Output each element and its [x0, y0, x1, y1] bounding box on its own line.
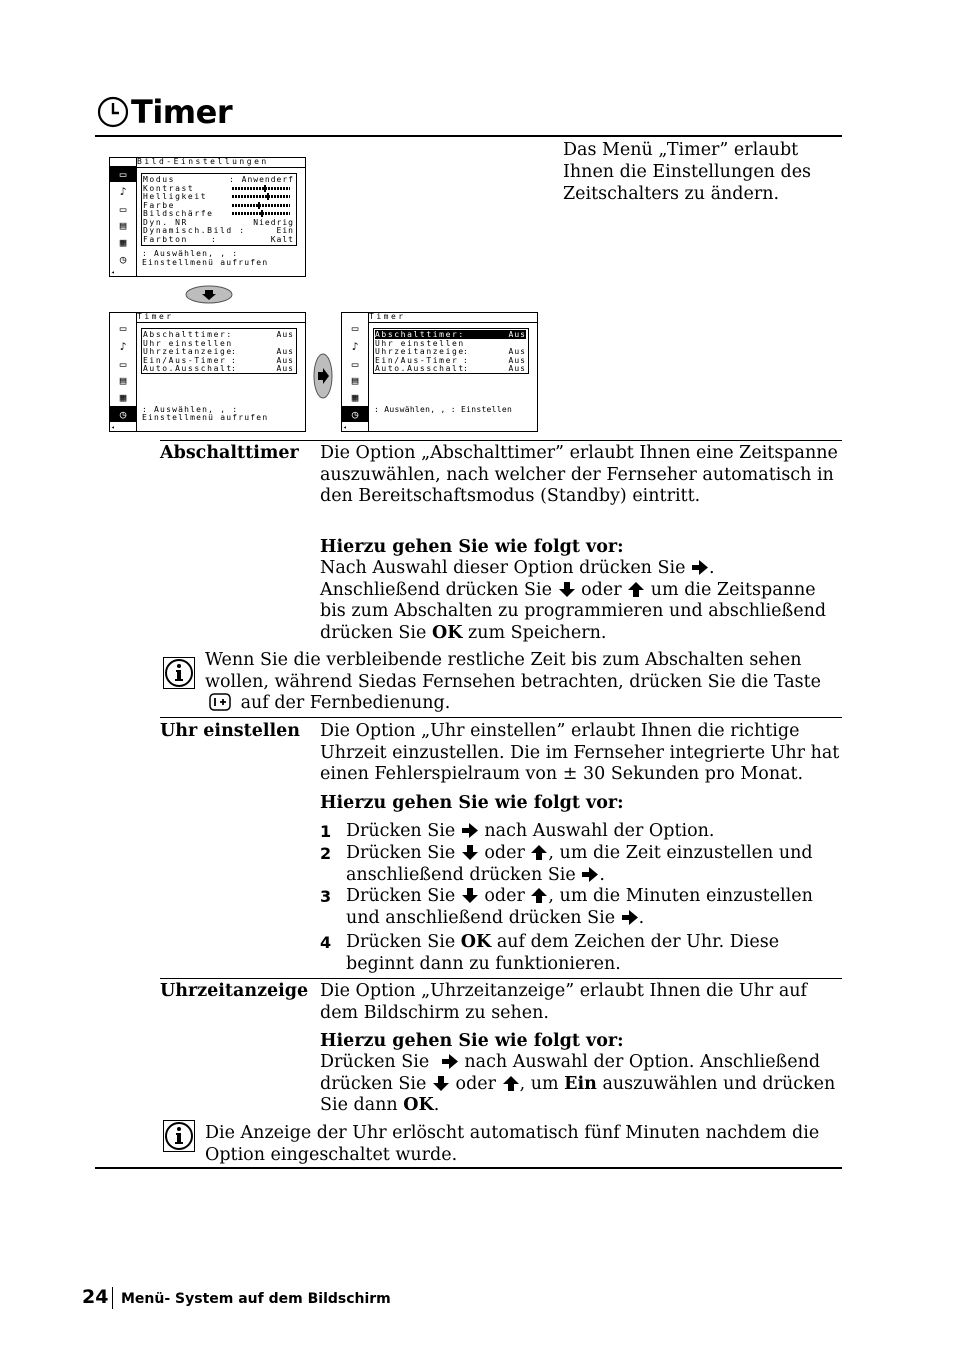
section-divider [160, 978, 842, 979]
screen-icon: ▭ [351, 357, 359, 371]
menu-footer: Einstellmenü aufrufen [142, 413, 269, 422]
menu-footer: : Auswählen, , : Einstellen [374, 405, 513, 414]
picture-icon: ▭ [119, 321, 127, 335]
instruction-abschalttimer: Nach Auswahl dieser Option drücken Sie . Anschließend drücken Sie oder um die Zeitspanne bis zum Abschalten zu programmieren und abschließend drücken Sie OK zum Speichern. [320, 558, 827, 644]
page-number: 24 [82, 1286, 109, 1308]
setup-icon: ▦ [119, 235, 127, 249]
level-bar [232, 195, 290, 198]
arrow-right-icon [441, 1053, 459, 1070]
menu-footer: : Auswählen, , : [142, 249, 239, 258]
setup-icon: ▦ [119, 390, 127, 404]
level-bar [232, 212, 290, 215]
section-desc-uhr: Die Option „Uhr einstellen” erlaubt Ihnen die richtige Uhrzeit einzustellen. Die im Fernseher integrierte Uhr hat einen Fehlerspielraum von ± 30 Sekunden pro Monat. [320, 721, 840, 785]
intro-text: Das Menü „Timer” erlaubt Ihnen die Einstellungen des Zeitschalters zu ändern. [563, 140, 812, 204]
menu-title: Bild-Einstellungen [137, 157, 269, 166]
page-header [97, 92, 232, 132]
menu-row: Auto.Ausschalt : Aus [375, 364, 526, 373]
section-divider [160, 717, 842, 718]
note-uhrzeit: Die Anzeige der Uhr erlöscht automatisch fünf Minuten nachdem die Option eingeschaltet wurde. [205, 1123, 820, 1165]
screen-icon: ▭ [119, 357, 127, 371]
sound-icon: ♪ [351, 339, 359, 353]
menu-row: Kontrast [143, 184, 294, 193]
arrow-right-icon [621, 909, 639, 926]
menu-sidebar [110, 158, 137, 276]
menu-box [141, 173, 297, 246]
menu-row: Dyn. NR Niedrig [143, 217, 294, 227]
title-divider [95, 135, 842, 137]
info-icon [163, 1120, 195, 1152]
menu-row: Farbton : Kalt [143, 234, 294, 244]
level-bar [232, 187, 290, 190]
footer-separator [112, 1287, 113, 1309]
timer-icon: ◷ [342, 406, 368, 422]
menu-row: Bildschärfe [143, 209, 294, 218]
menu-footer: : Auswählen, , : [142, 405, 239, 414]
section-label-abschalttimer: Abschalttimer [160, 443, 299, 463]
section-divider [160, 440, 842, 441]
menu-title: Timer [369, 312, 406, 321]
arrow-right-icon [461, 822, 479, 839]
picture-icon: ▭ [110, 166, 136, 182]
menu-row: Dynamisch.Bild : Ein [143, 226, 294, 235]
menu-row: Uhrzeitanzeige : Aus [143, 347, 294, 356]
menu-row: Uhrzeitanzeige : Aus [375, 347, 526, 356]
footer-section-title: Menü- System auf dem Bildschirm [121, 1291, 391, 1307]
note-abschalttimer: Wenn Sie die verbleibende restliche Zeit bis zum Abschalten sehen wollen, während Siedas Fernsehen betrachten, drücken Sie die Taste auf der Fernbedienung. [205, 650, 822, 714]
menu-row: Abschalttimer: Aus [143, 330, 294, 339]
timer-icon: ◷ [119, 252, 127, 266]
timer-icon: ◷ [110, 406, 136, 422]
menu-row-selected: Abschalttimer: Aus [375, 330, 526, 339]
instruction-uhrzeit: Drücken Sie nach Auswahl der Option. Anschließend drücken Sie oder , um Ein auszuwählen und drücken Sie dann OK. [320, 1052, 836, 1116]
remote-down-button-icon [185, 285, 233, 304]
bottom-divider [95, 1167, 842, 1169]
menu-row: Auto.Ausschalt : Aus [143, 364, 294, 373]
howto-heading: Hierzu gehen Sie wie folgt vor: [320, 537, 624, 557]
arrow-up-icon [627, 581, 645, 598]
menu-title: Timer [137, 312, 174, 321]
menu-row: Uhr einstellen [143, 338, 233, 348]
arrow-down-icon [432, 1075, 450, 1092]
setup-icon: ▦ [351, 390, 359, 404]
section-label-uhr: Uhr einstellen [160, 721, 301, 741]
sound-icon: ♪ [119, 184, 127, 198]
menu-timer-selected: ▭ ♪ ▭ ▤ ▦ ◷ ◂ Timer Abschalttimer: Aus Uhr einstellen Uhrzeitanzeige : Aus Ein/Aus-Timer : Aus Auto.Ausschalt : Aus : Auswählen, , : Einstellen [341, 312, 538, 432]
remote-right-button-icon [313, 353, 333, 399]
menu-row: Ein/Aus-Timer : Aus [375, 355, 526, 365]
menu-timer: ▭ ♪ ▭ ▤ ▦ ◷ ◂ Timer Abschalttimer: Aus Uhr einstellen Uhrzeitanzeige : Aus Ein/Aus-Timer : Aus Auto.Ausschalt : Aus : Auswählen, , : Einstellmenü aufrufen [109, 312, 306, 432]
display-button-icon [209, 693, 231, 711]
menu-row: Farbe [143, 201, 294, 210]
arrow-down-icon [461, 887, 479, 904]
info-icon [163, 657, 195, 689]
screen-icon: ▭ [119, 202, 127, 216]
howto-heading: Hierzu gehen Sie wie folgt vor: [320, 793, 624, 813]
arrow-up-icon [530, 887, 548, 904]
menu-sidebar [110, 313, 137, 431]
section-desc-abschalttimer: Die Option „Abschalttimer” erlaubt Ihnen eine Zeitspanne auszuwählen, nach welcher der Fernseher automatisch in den Bereitschaftsmodus (Standby) eintritt. [320, 443, 838, 507]
section-label-uhrzeit: Uhrzeitanzeige [160, 981, 309, 1001]
page-title: Timer [131, 93, 233, 131]
menu-row: Helligkeit [143, 192, 294, 201]
menu-sidebar [342, 313, 369, 431]
menu-box [373, 328, 529, 374]
arrow-down-icon [461, 844, 479, 861]
arrow-up-icon [530, 844, 548, 861]
menu-row: Modus : Anwenderf [143, 175, 294, 184]
features-icon: ▤ [119, 373, 127, 387]
arrow-down-icon [558, 581, 576, 598]
menu-bild-einstellungen: ▭ ♪ ▭ ▤ ▦ ◷ ◂ Bild-Einstellungen Modus : Anwenderf Kontrast Helligkeit Farbe Bildschärfe Dyn. NR Niedrig Dynamisch.Bild : Ein Farbton : Kalt : Auswählen, , : Einstellmenü aufrufen [109, 157, 306, 277]
menu-row: Ein/Aus-Timer : Aus [143, 355, 294, 365]
arrow-right-icon [691, 559, 709, 576]
level-bar [232, 204, 290, 207]
sound-icon: ♪ [119, 339, 127, 353]
howto-heading: Hierzu gehen Sie wie folgt vor: [320, 1031, 624, 1051]
features-icon: ▤ [119, 218, 127, 232]
menu-footer: Einstellmenü aufrufen [142, 258, 269, 267]
arrow-up-icon [502, 1075, 520, 1092]
features-icon: ▤ [351, 373, 359, 387]
picture-icon: ▭ [351, 321, 359, 335]
menu-row: Uhr einstellen [375, 338, 465, 348]
arrow-right-icon [581, 866, 599, 883]
clock-icon [97, 96, 129, 128]
section-desc-uhrzeit: Die Option „Uhrzeitanzeige” erlaubt Ihnen die Uhr auf dem Bildschirm zu sehen. [320, 981, 808, 1023]
menu-box [141, 328, 297, 374]
